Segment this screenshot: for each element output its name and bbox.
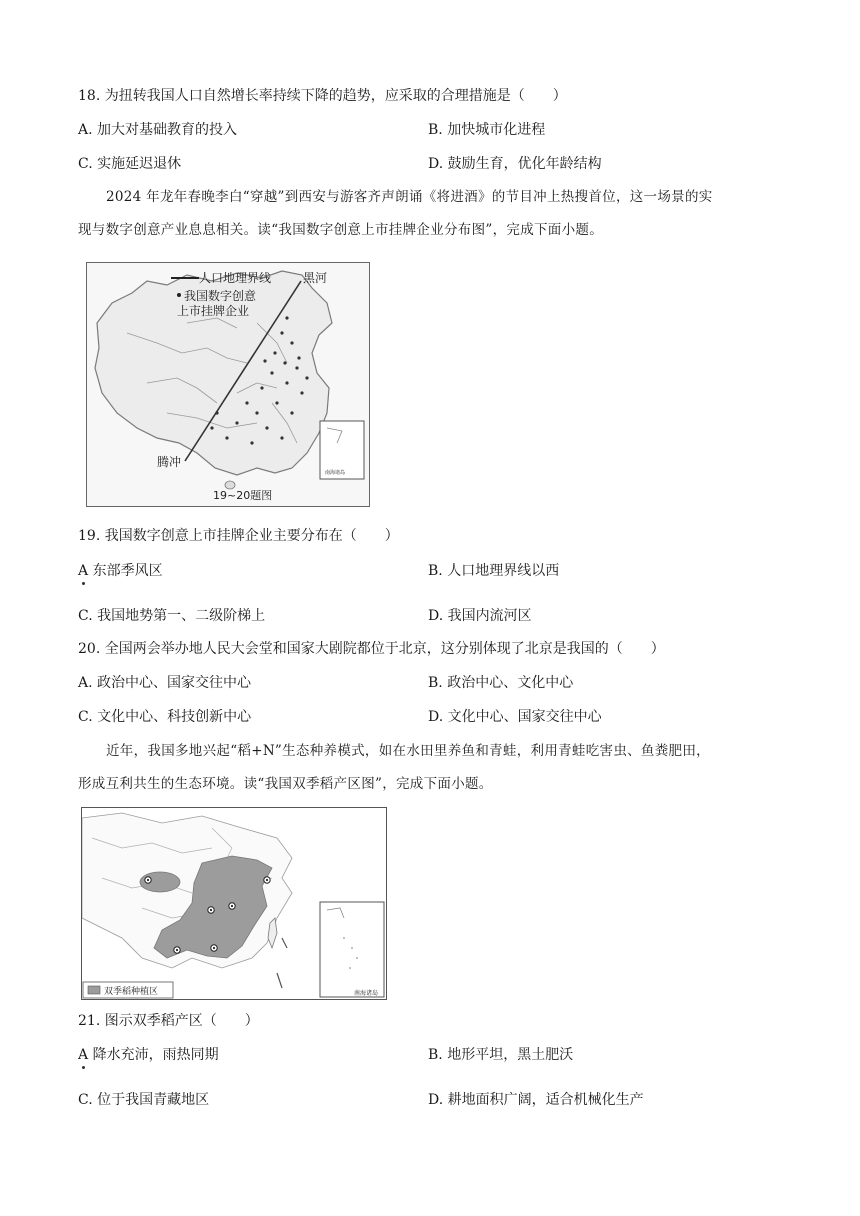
- q18-option-a[interactable]: A. 加大对基础教育的投入: [78, 122, 238, 138]
- q21-option-a[interactable]: [78, 1045, 219, 1065]
- south-china-sea-inset: [320, 902, 384, 997]
- digital-creative-enterprise-map: [86, 262, 370, 507]
- passage2-line2: 形成互利共生的生态环境。读“我国双季稻产区图”，完成下面小题。: [78, 776, 493, 792]
- map1-caption: 19~20题图: [213, 489, 273, 502]
- q20-stem: 20. 全国两会举办地人民大会堂和国家大剧院都位于北京，这分别体现了北京是我国的（ ）: [78, 641, 665, 657]
- q19-option-a-text: 东部季风区: [92, 563, 163, 579]
- passage1-line1: 2024 年龙年春晚李白“穿越”到西安与游客齐声朗诵《将进酒》的节目冲上热搜首位，这一场景的实: [106, 189, 713, 205]
- q21-option-b[interactable]: B. 地形平坦，黑土肥沃: [428, 1047, 574, 1063]
- q18-stem: 18. 为扭转我国人口自然增长率持续下降的趋势，应采取的合理措施是（ ）: [78, 88, 567, 104]
- label-heihe: 黑河: [303, 271, 328, 285]
- q21-option-d[interactable]: D. 耕地面积广阔，适合机械化生产: [428, 1092, 644, 1108]
- map2-inset-label: 南海诸岛: [354, 990, 379, 997]
- legend-enterprise-1: 我国数字创意: [184, 289, 257, 303]
- q20-option-b[interactable]: B. 政治中心、文化中心: [428, 675, 574, 691]
- q19-stem: 19. 我国数字创意上市挂牌企业主要分布在（ ）: [78, 528, 399, 544]
- q18-option-c[interactable]: C. 实施延迟退休: [78, 156, 182, 172]
- q21-option-a-text: 降水充沛，雨热同期: [92, 1047, 219, 1063]
- q18-option-b[interactable]: B. 加快城市化进程: [428, 122, 546, 138]
- map1-inset-label: 南海诸岛: [325, 470, 346, 476]
- q19-option-a[interactable]: [78, 561, 163, 581]
- q20-option-d[interactable]: D. 文化中心、国家交往中心: [428, 709, 602, 725]
- map2-legend-label: 双季稻种植区: [104, 987, 159, 997]
- passage2-line1: 近年，我国多地兴起“稻+N”生态种养模式，如在水田里养鱼和青蛙，利用青蛙吃害虫、鱼粪肥田，: [106, 743, 710, 759]
- legend-enterprise-2: 上市挂牌企业: [177, 304, 250, 318]
- q19-option-b[interactable]: B. 人口地理界线以西: [428, 563, 560, 579]
- label-tengchong: 腾冲: [157, 455, 182, 469]
- q20-option-c[interactable]: C. 文化中心、科技创新中心: [78, 709, 252, 725]
- q21-stem: 21. 图示双季稻产区（ ）: [78, 1013, 259, 1029]
- rice-region-map-graphic: [82, 808, 386, 999]
- q21-option-a-letter: A: [78, 1047, 89, 1063]
- double-season-rice-map: [81, 807, 387, 1000]
- q21-option-c[interactable]: C. 位于我国青藏地区: [78, 1092, 210, 1108]
- q19-option-a-letter: A: [78, 563, 89, 579]
- legend-swatch: [88, 986, 100, 994]
- q20-option-a[interactable]: A. 政治中心、国家交往中心: [78, 675, 252, 691]
- legend-population-line: 人口地理界线: [199, 271, 272, 285]
- passage1-line2: 现与数字创意产业息息相关。读“我国数字创意上市挂牌企业分布图”，完成下面小题。: [78, 222, 604, 238]
- q19-option-d[interactable]: D. 我国内流河区: [428, 608, 532, 624]
- q19-option-c[interactable]: C. 我国地势第一、二级阶梯上: [78, 608, 266, 624]
- q18-option-d[interactable]: D. 鼓励生育，优化年龄结构: [428, 156, 602, 172]
